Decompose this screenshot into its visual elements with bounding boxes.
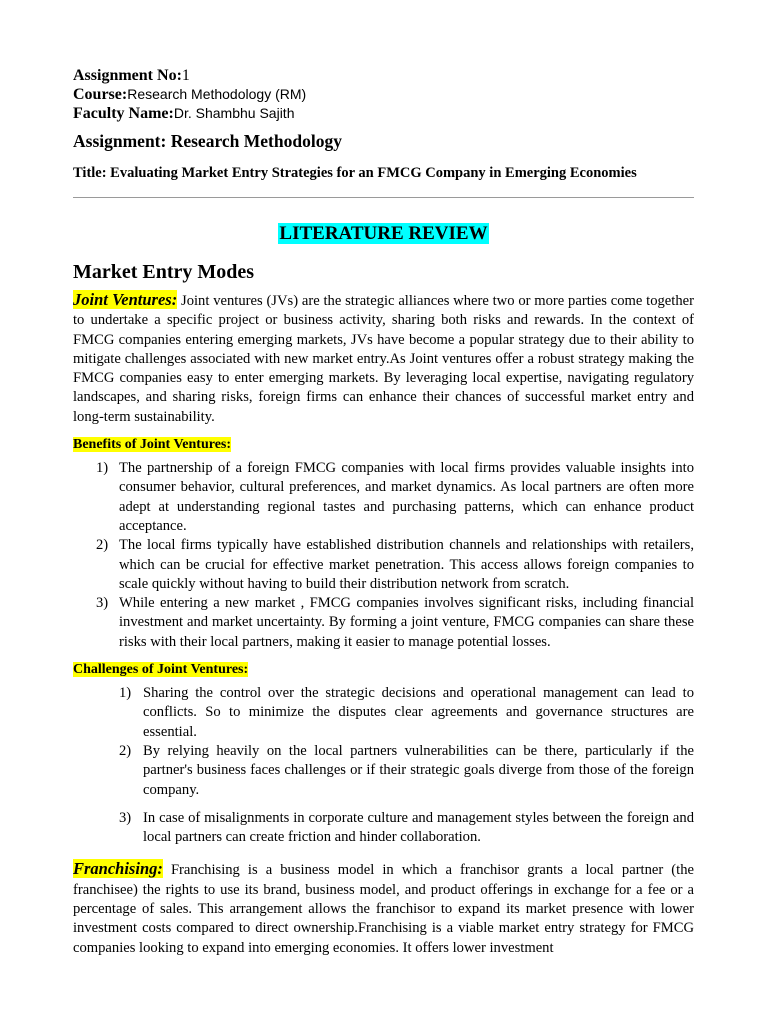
challenges-heading-wrap	[73, 660, 694, 679]
joint-ventures-paragraph	[73, 290, 694, 427]
list-item	[73, 684, 694, 742]
benefits-heading: Benefits of Joint Ventures:	[73, 437, 232, 453]
document-title: Title: Evaluating Market Entry Strategies for an FMCG Company in Emerging Economies	[73, 165, 637, 181]
list-item	[73, 536, 694, 594]
franchising-paragraph	[73, 859, 694, 957]
horizontal-divider	[73, 197, 694, 198]
list-item-number: 2)	[96, 537, 109, 554]
challenges-list	[73, 684, 694, 847]
list-item-text: In case of misalignments in corporate culture and management styles between the foreign and local partners can create friction and hinder collaboration.	[143, 809, 694, 846]
list-item	[73, 742, 694, 800]
list-item-number: 1)	[96, 460, 109, 477]
assignment-heading: Assignment: Research Methodology	[73, 131, 342, 151]
list-item-number: 2)	[119, 742, 132, 759]
faculty-label: Faculty Name:	[73, 105, 174, 122]
list-item-text: By relying heavily on the local partners vulnerabilities can be there, particularly if the partner's business faces challenges or if their strategic goals diverge from those of the foreign company.	[143, 742, 694, 798]
list-item-number: 1)	[119, 685, 132, 702]
course-line	[73, 85, 694, 104]
benefits-heading-wrap	[73, 435, 694, 454]
list-item-text: While entering a new market , FMCG companies involves significant risks, including financial investment and market uncertainty. By forming a joint venture, FMCG companies can share these risks with their local partners, making it easier to manage potential losses.	[119, 595, 694, 650]
list-item-text: The local firms typically have established distribution channels and relationships with retailers, which can be crucial for effective market penetration. This access allows foreign companies to scale quickly without having to build their distribution network from scratch.	[119, 537, 694, 592]
faculty-value: Dr. Shambhu Sajith	[173, 105, 295, 121]
market-entry-modes-heading: Market Entry Modes	[73, 261, 255, 283]
list-item-number: 3)	[119, 809, 132, 826]
assignment-number-line	[73, 66, 694, 85]
document-page	[73, 66, 694, 958]
literature-review-heading: LITERATURE REVIEW	[279, 223, 488, 244]
list-item-number: 3)	[96, 595, 109, 612]
franchising-term: Franchising:	[73, 859, 163, 879]
faculty-line	[73, 104, 694, 123]
assignment-number-label: Assignment No:	[73, 67, 182, 84]
challenges-heading: Challenges of Joint Ventures:	[73, 662, 249, 678]
course-label: Course:	[73, 86, 128, 103]
benefits-list	[73, 459, 694, 652]
assignment-number-value: 1	[181, 67, 190, 84]
joint-ventures-text: Joint ventures (JVs) are the strategic alliances where two or more parties come together to undertake a specific project or business activity, sharing both risks and rewards. In the context of FMCG companies entering emerging markets, JVs have become a popular strategy due to their ability to mitigate challenges associated with new market entry.As Joint ventures offer a robust strategy making the FMCG companies easy to enter emerging markets. By leveraging local expertise, navigating regulatory landscapes, and sharing risks, foreign firms can enhance their chances of successful market entry and long-term sustainability.	[73, 293, 694, 425]
joint-ventures-term: Joint Ventures:	[73, 290, 178, 309]
course-value: Research Methodology (RM)	[127, 86, 307, 102]
franchising-text: Franchising is a business model in which a franchisor grants a local partner (the franchisee) the rights to use its brand, business model, and product offerings in exchange for a fee or a percentage of sales. This arrangement allows the franchisor to expand its market presence with lower investment costs compared to direct ownership.Franchising is a viable market entry strategy for FMCG companies looking to expand into emerging economies. It offers lower investment	[73, 862, 694, 956]
list-item	[73, 594, 694, 652]
literature-review-heading-wrap	[73, 223, 694, 246]
list-item	[73, 809, 694, 848]
list-item	[73, 459, 694, 536]
list-item-text: Sharing the control over the strategic decisions and operational management can lead to conflicts. So to minimize the disputes clear agreements and governance structures are essential.	[143, 685, 694, 740]
list-item-text: The partnership of a foreign FMCG companies with local firms provides valuable insights into consumer behavior, cultural preferences, and market dynamics. As local partners are often more adept at understanding regional tastes and purchasing patterns, which can enhance product acceptance.	[119, 460, 694, 534]
